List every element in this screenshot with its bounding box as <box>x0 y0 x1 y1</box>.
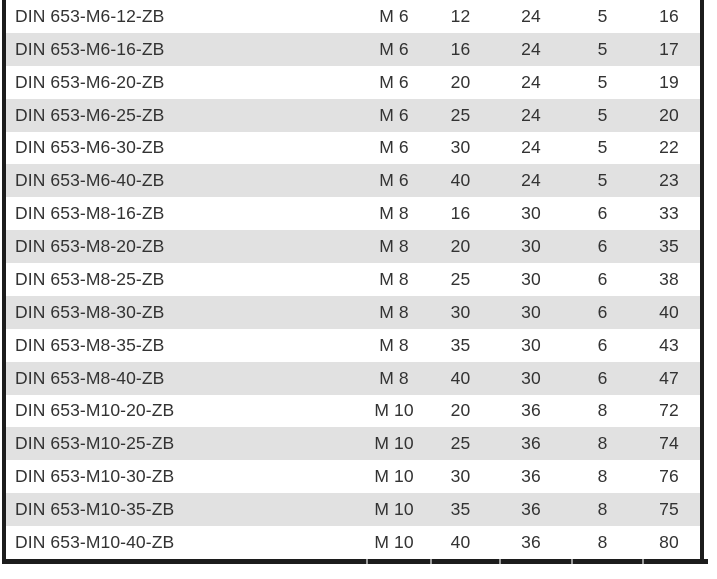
cell-dim-1: 30 <box>521 203 541 224</box>
cell-dim-2: 5 <box>597 104 608 125</box>
table-row <box>6 164 700 197</box>
cell-dim-2: 6 <box>597 301 608 322</box>
cell-length: 35 <box>450 499 471 520</box>
cell-dim-1: 36 <box>521 466 541 487</box>
cell-part-designation: DIN 653-M10-30-ZB <box>15 466 175 487</box>
din-653-parts-table <box>2 0 704 564</box>
cell-dim-1: 30 <box>521 334 541 355</box>
cell-length: 16 <box>450 203 471 224</box>
cell-dim-1: 24 <box>521 104 541 125</box>
table-bottom-border <box>6 559 708 564</box>
cell-part-designation: DIN 653-M8-30-ZB <box>15 301 165 322</box>
cell-part-designation: DIN 653-M6-40-ZB <box>15 170 165 191</box>
cell-dim-2: 8 <box>597 433 608 454</box>
cell-length: 16 <box>450 38 471 59</box>
column-divider-tick <box>571 559 573 564</box>
cell-dim-3: 47 <box>659 367 679 388</box>
cell-length: 20 <box>450 400 471 421</box>
cell-dim-1: 30 <box>521 301 541 322</box>
cell-thread-size: M 10 <box>374 466 414 487</box>
cell-dim-1: 36 <box>521 499 541 520</box>
table-row <box>6 296 700 329</box>
cell-dim-3: 20 <box>659 104 679 125</box>
table-row <box>6 0 700 33</box>
cell-length: 25 <box>450 268 471 289</box>
table-row <box>6 427 700 460</box>
table-row <box>6 197 700 230</box>
cell-part-designation: DIN 653-M6-30-ZB <box>15 137 165 158</box>
parts-table <box>6 0 700 559</box>
cell-dim-1: 24 <box>521 137 541 158</box>
cell-thread-size: M 6 <box>379 137 409 158</box>
cell-thread-size: M 8 <box>379 268 409 289</box>
cell-dim-2: 6 <box>597 236 608 257</box>
cell-dim-2: 5 <box>597 170 608 191</box>
cell-part-designation: DIN 653-M10-25-ZB <box>15 433 175 454</box>
cell-dim-2: 8 <box>597 531 608 552</box>
cell-dim-1: 36 <box>521 531 541 552</box>
cell-dim-1: 30 <box>521 236 541 257</box>
cell-length: 20 <box>450 71 471 92</box>
cell-length: 40 <box>450 367 471 388</box>
cell-dim-2: 8 <box>597 466 608 487</box>
cell-thread-size: M 8 <box>379 203 409 224</box>
cell-dim-3: 40 <box>659 301 679 322</box>
cell-dim-3: 80 <box>659 531 679 552</box>
cell-part-designation: DIN 653-M8-16-ZB <box>15 203 165 224</box>
table-row <box>6 132 700 165</box>
cell-thread-size: M 10 <box>374 531 414 552</box>
column-divider-tick <box>499 559 501 564</box>
cell-part-designation: DIN 653-M10-35-ZB <box>15 499 175 520</box>
cell-dim-1: 24 <box>521 5 541 26</box>
cell-dim-1: 30 <box>521 367 541 388</box>
cell-thread-size: M 6 <box>379 104 409 125</box>
cell-thread-size: M 8 <box>379 367 409 388</box>
cell-thread-size: M 10 <box>374 433 414 454</box>
table-row <box>6 33 700 66</box>
cell-length: 30 <box>450 301 471 322</box>
cell-length: 30 <box>450 137 471 158</box>
table-body <box>6 0 700 559</box>
cell-thread-size: M 10 <box>374 499 414 520</box>
table-row <box>6 460 700 493</box>
cell-thread-size: M 6 <box>379 170 409 191</box>
cell-dim-2: 6 <box>597 203 608 224</box>
cell-dim-2: 5 <box>597 71 608 92</box>
cell-dim-3: 17 <box>659 38 679 59</box>
cell-dim-2: 5 <box>597 5 608 26</box>
cell-length: 12 <box>450 5 471 26</box>
cell-thread-size: M 6 <box>379 71 409 92</box>
table-row <box>6 362 700 395</box>
cell-length: 20 <box>450 236 471 257</box>
cell-length: 35 <box>450 334 471 355</box>
cell-dim-3: 19 <box>659 71 679 92</box>
cell-dim-2: 8 <box>597 400 608 421</box>
cell-dim-2: 6 <box>597 334 608 355</box>
cell-dim-2: 5 <box>597 137 608 158</box>
column-divider-tick <box>366 559 368 564</box>
table-row <box>6 230 700 263</box>
table-row <box>6 329 700 362</box>
cell-length: 40 <box>450 531 471 552</box>
cell-part-designation: DIN 653-M6-20-ZB <box>15 71 165 92</box>
cell-dim-3: 35 <box>659 236 679 257</box>
cell-dim-2: 5 <box>597 38 608 59</box>
cell-dim-3: 75 <box>659 499 679 520</box>
cell-length: 25 <box>450 104 471 125</box>
table-row <box>6 263 700 296</box>
cell-dim-3: 72 <box>659 400 679 421</box>
cell-dim-2: 6 <box>597 268 608 289</box>
cell-part-designation: DIN 653-M10-20-ZB <box>15 400 175 421</box>
cell-part-designation: DIN 653-M6-25-ZB <box>15 104 165 125</box>
cell-thread-size: M 8 <box>379 334 409 355</box>
cell-dim-3: 38 <box>659 268 679 289</box>
cell-thread-size: M 10 <box>374 400 414 421</box>
cell-thread-size: M 8 <box>379 301 409 322</box>
table-row <box>6 66 700 99</box>
cell-part-designation: DIN 653-M8-20-ZB <box>15 236 165 257</box>
cell-part-designation: DIN 653-M8-35-ZB <box>15 334 165 355</box>
cell-part-designation: DIN 653-M8-25-ZB <box>15 268 165 289</box>
cell-dim-3: 16 <box>659 5 679 26</box>
table-row <box>6 493 700 526</box>
cell-dim-3: 74 <box>659 433 679 454</box>
cell-part-designation: DIN 653-M8-40-ZB <box>15 367 165 388</box>
cell-thread-size: M 6 <box>379 5 409 26</box>
cell-length: 25 <box>450 433 471 454</box>
table-row <box>6 395 700 428</box>
cell-dim-3: 23 <box>659 170 679 191</box>
column-divider-tick <box>642 559 644 564</box>
cell-dim-3: 22 <box>659 137 679 158</box>
cell-dim-1: 36 <box>521 400 541 421</box>
cell-thread-size: M 8 <box>379 236 409 257</box>
table-row <box>6 99 700 132</box>
cell-dim-3: 43 <box>659 334 679 355</box>
cell-length: 40 <box>450 170 471 191</box>
cell-part-designation: DIN 653-M6-16-ZB <box>15 38 165 59</box>
cell-dim-3: 33 <box>659 203 679 224</box>
table-row <box>6 526 700 559</box>
cell-dim-2: 8 <box>597 499 608 520</box>
cell-length: 30 <box>450 466 471 487</box>
column-divider-tick <box>430 559 432 564</box>
cell-dim-1: 24 <box>521 71 541 92</box>
cell-part-designation: DIN 653-M6-12-ZB <box>15 5 165 26</box>
cell-thread-size: M 6 <box>379 38 409 59</box>
cell-dim-2: 6 <box>597 367 608 388</box>
cell-dim-1: 30 <box>521 268 541 289</box>
cell-dim-1: 24 <box>521 170 541 191</box>
cell-dim-3: 76 <box>659 466 679 487</box>
cell-dim-1: 24 <box>521 38 541 59</box>
cell-part-designation: DIN 653-M10-40-ZB <box>15 531 175 552</box>
cell-dim-1: 36 <box>521 433 541 454</box>
